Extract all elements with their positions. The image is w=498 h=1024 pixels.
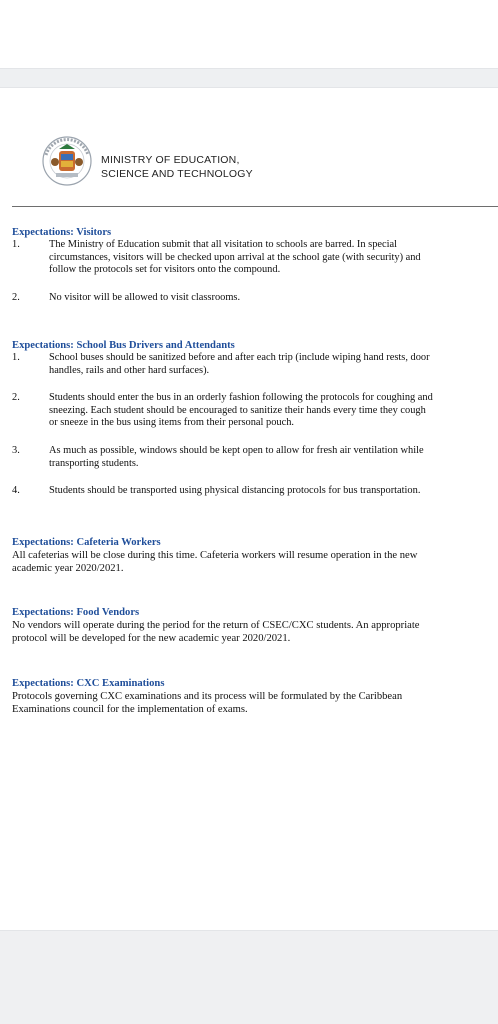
section-heading: Expectations: Food Vendors — [12, 607, 140, 618]
item-line: or sneeze in the bus using items from their personal pouch. — [49, 417, 294, 429]
item-number: 2. — [12, 392, 20, 404]
item-number: 4. — [12, 485, 20, 497]
list-item — [12, 445, 498, 470]
item-line: transporting students. — [49, 457, 139, 469]
section-heading: Expectations: Visitors — [12, 227, 112, 238]
item-line: follow the protocols set for visitors onto the compound. — [49, 264, 281, 276]
paragraph-line: protocol will be developed for the new academic year 2020/2021. — [12, 633, 291, 644]
document-page — [0, 88, 498, 930]
paragraph-line: Protocols governing CXC examinations and its process will be formulated by the Caribbean — [12, 691, 403, 702]
paragraph-line: No vendors will operate during the period for the return of CSEC/CXC students. An appropriate — [12, 620, 420, 631]
item-line: The Ministry of Education submit that all visitation to schools are barred. In special — [49, 239, 398, 250]
section-cafeteria — [12, 536, 498, 575]
item-number: 1. — [12, 239, 20, 250]
item-line: School buses should be sanitized before and after each trip (include wiping hand rests, door — [49, 352, 430, 363]
item-number: 2. — [12, 291, 20, 303]
ministry-line-1: MINISTRY OF EDUCATION, — [101, 154, 240, 166]
section-heading: Expectations: School Bus Drivers and Attendants — [12, 340, 235, 351]
coat-of-arms-seal-icon — [38, 135, 96, 187]
section-food-vendors — [12, 606, 498, 645]
page-gap — [0, 68, 498, 88]
item-line: As much as possible, windows should be kept open to allow for fresh air ventilation while — [49, 444, 424, 456]
item-line: Students should be transported using physical distancing protocols for bus transportation. — [49, 485, 421, 497]
paragraph-line: Examinations council for the implementation of exams. — [12, 704, 248, 715]
section-heading: Expectations: CXC Examinations — [12, 678, 165, 689]
section-heading: Expectations: Cafeteria Workers — [12, 537, 161, 548]
item-line: sneezing. Each student should be encouraged to sanitize their hands every time they cough — [49, 404, 426, 416]
viewer-top-area — [0, 0, 498, 68]
ministry-line-2: SCIENCE AND TECHNOLOGY — [101, 168, 253, 180]
item-line: circumstances, visitors will be checked upon arrival at the school gate (with security) and — [49, 251, 421, 263]
letterhead — [38, 135, 278, 187]
item-line: handles, rails and other hard surfaces). — [49, 364, 210, 376]
list-item — [12, 352, 498, 377]
item-line: No visitor will be allowed to visit classrooms. — [49, 291, 241, 303]
paragraph-line: academic year 2020/2021. — [12, 563, 124, 574]
header-rule — [12, 206, 498, 207]
list-item — [12, 292, 498, 305]
item-number: 1. — [12, 352, 20, 363]
item-number: 3. — [12, 444, 20, 456]
item-line: Students should enter the bus in an orderly fashion following the protocols for coughing and — [49, 392, 433, 404]
list-item — [12, 392, 498, 430]
ministry-name — [101, 153, 253, 181]
section-bus — [12, 339, 498, 498]
section-cxc-examinations — [12, 677, 498, 716]
viewer-bottom-area — [0, 930, 498, 1024]
paragraph-line: All cafeterias will be close during this time. Cafeteria workers will resume operation in the new — [12, 550, 418, 561]
list-item — [12, 485, 498, 498]
list-item — [12, 239, 498, 277]
section-visitors — [12, 226, 498, 304]
